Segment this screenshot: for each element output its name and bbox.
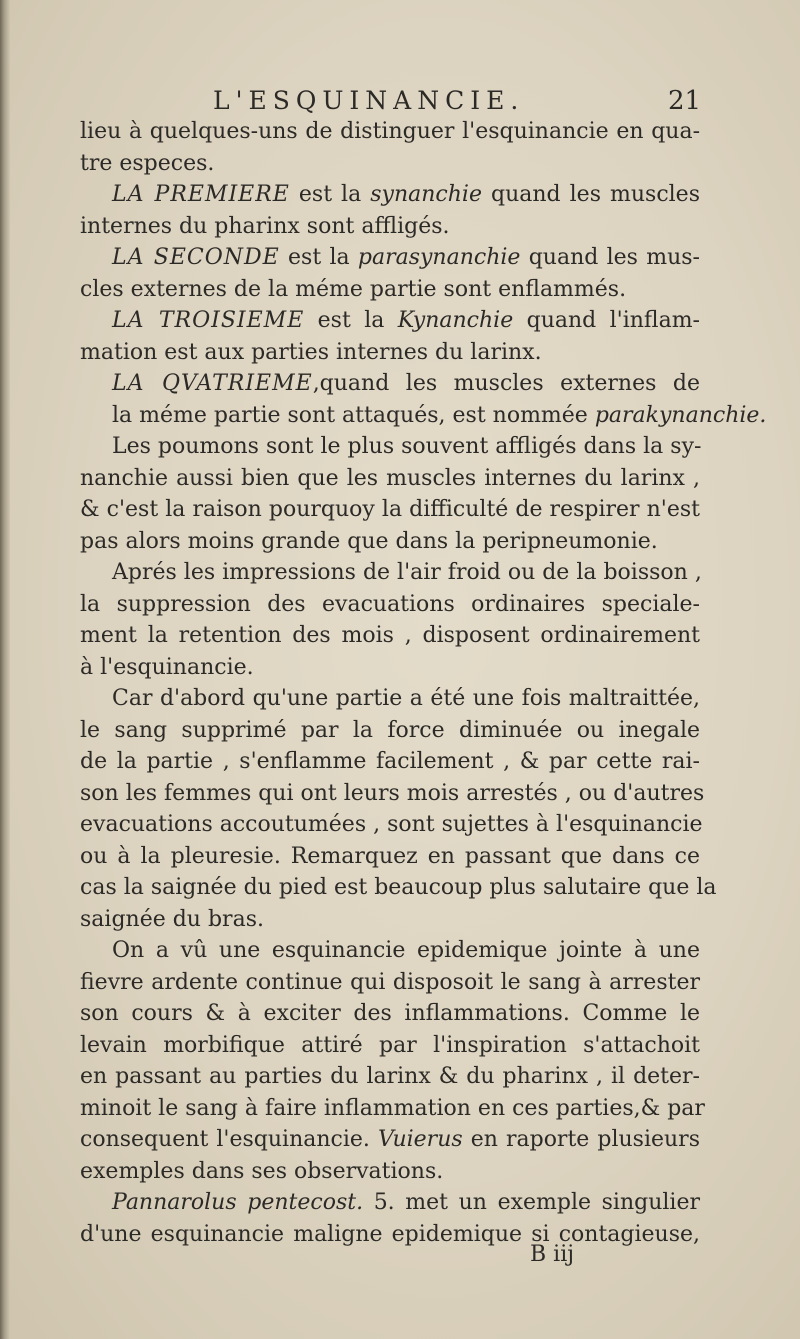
text-line — [80, 1061, 700, 1093]
italic-term: parakynanchie. — [594, 402, 767, 428]
line-text: est la — [279, 245, 358, 270]
binding-gutter — [0, 0, 10, 1339]
text-line — [80, 841, 700, 873]
section-heading: LA QVATRIEME — [112, 371, 313, 396]
line-text: ment la retention des mois , disposent ordinairement — [80, 623, 700, 648]
text-line — [80, 967, 700, 999]
text-line — [80, 589, 700, 621]
line-text: à l'esquinancie. — [80, 654, 254, 680]
text-line — [80, 1219, 700, 1251]
line-text: quand l'inflam- — [513, 308, 700, 333]
text-line — [80, 935, 700, 967]
line-text: le sang supprimé par la force diminuée ou inegale — [80, 717, 700, 743]
line-text: de la partie , s'enflamme facilement , & par cette rai- — [80, 749, 700, 774]
line-text: est la — [289, 182, 371, 207]
line-text: fievre ardente continue qui disposoit le sang à arrester — [80, 969, 700, 995]
line-text: en passant au parties du larinx & du pharinx , il deter- — [80, 1064, 700, 1089]
text-line — [80, 211, 700, 243]
line-text: nanchie aussi bien que les muscles internes du larinx , — [80, 465, 700, 491]
signature-mark: B iij — [530, 1242, 575, 1267]
line-text: internes du pharinx sont affligés. — [80, 213, 450, 239]
text-line — [80, 494, 700, 526]
text-line — [80, 179, 700, 211]
text-line — [80, 872, 717, 904]
text-line — [80, 526, 700, 558]
line-text: levain morbifique attiré par l'inspiration s'attachoit — [80, 1032, 700, 1058]
line-text: cles externes de la méme partie sont enflammés. — [80, 276, 627, 302]
line-text: la suppression des evacuations ordinaires speciale- — [80, 591, 700, 617]
line-text: ,quand les muscles externes de — [312, 371, 700, 396]
text-line — [80, 400, 767, 432]
line-text: mation est aux parties internes du larinx. — [80, 339, 542, 365]
line-text: quand les muscles — [481, 182, 700, 207]
section-heading: LA PREMIERE — [112, 182, 290, 207]
text-line — [80, 652, 700, 684]
text-line — [80, 274, 700, 306]
line-text: son cours & à exciter des inflammations. Comme le — [80, 1001, 700, 1026]
line-text: en raporte plusieurs — [462, 1127, 700, 1152]
text-line — [80, 557, 700, 589]
section-heading: LA SECONDE — [112, 245, 280, 270]
line-text: cas la saignée du pied est beaucoup plus salutaire que la — [80, 875, 717, 900]
line-text: Les poumons sont le plus souvent affligés dans la sy- — [112, 434, 702, 459]
text-line — [80, 1156, 700, 1188]
line-text: consequent l'esquinancie. — [80, 1127, 378, 1152]
text-line — [80, 148, 700, 180]
text-line — [80, 337, 700, 369]
text-line — [80, 1030, 700, 1062]
line-text: 5. met un exemple singulier — [363, 1190, 700, 1215]
text-line — [80, 1187, 700, 1219]
page-header — [0, 86, 800, 120]
line-text: son les femmes qui ont leurs mois arrestés , ou d'autres — [80, 780, 705, 806]
page-number: 21 — [668, 86, 702, 116]
text-line — [80, 1124, 700, 1156]
text-line — [80, 242, 700, 274]
text-line — [80, 683, 700, 715]
line-text: On a vû une esquinancie epidemique jointe à une — [112, 938, 700, 963]
text-line — [80, 1093, 705, 1125]
running-title: L'ESQUINANCIE. — [213, 86, 525, 115]
italic-term: Vuierus — [377, 1127, 463, 1152]
section-heading: LA TROISIEME — [112, 308, 305, 333]
text-line — [80, 809, 703, 841]
text-line — [80, 746, 700, 778]
text-line — [80, 998, 700, 1030]
line-text: est la — [304, 308, 398, 333]
line-text: evacuations accoutumées , sont sujettes à l'esquinancie — [80, 812, 703, 837]
body-text — [80, 116, 767, 1250]
italic-term: Pannarolus pentecost. — [112, 1190, 364, 1215]
text-line — [80, 463, 700, 495]
line-text: & c'est la raison pourquoy la difficulté de respirer n'est — [80, 497, 700, 522]
text-line — [80, 116, 700, 148]
text-line — [80, 431, 700, 463]
line-text: Aprés les impressions de l'air froid ou de la boisson , — [112, 560, 702, 585]
line-text: saignée du bras. — [80, 906, 264, 932]
text-line — [80, 904, 700, 936]
line-text: ou à la pleuresie. Remarquez en passant que dans ce — [80, 843, 700, 869]
italic-term: parasynanchie — [357, 245, 521, 270]
italic-term: synanchie — [370, 182, 482, 207]
text-line — [80, 778, 705, 810]
line-text: pas alors moins grande que dans la peripneumonie. — [80, 528, 658, 554]
italic-term: Kynanchie — [397, 308, 514, 333]
line-text: lieu à quelques-uns de distinguer l'esquinancie en qua- — [80, 119, 700, 144]
text-line — [80, 368, 700, 400]
line-text: tre especes. — [80, 150, 215, 176]
line-text: minoit le sang à faire inflammation en ces parties,& par — [80, 1095, 705, 1121]
text-line — [80, 620, 700, 652]
text-line — [80, 305, 700, 337]
line-text: la méme partie sont attaqués, est nommée — [112, 402, 595, 428]
line-text: exemples dans ses observations. — [80, 1158, 444, 1184]
text-line — [80, 715, 700, 747]
line-text: quand les mus- — [520, 245, 700, 270]
line-text: Car d'abord qu'une partie a été une fois maltraittée, — [112, 686, 700, 711]
line-text: d'une esquinancie maligne epidemique si contagieuse, — [80, 1221, 700, 1247]
